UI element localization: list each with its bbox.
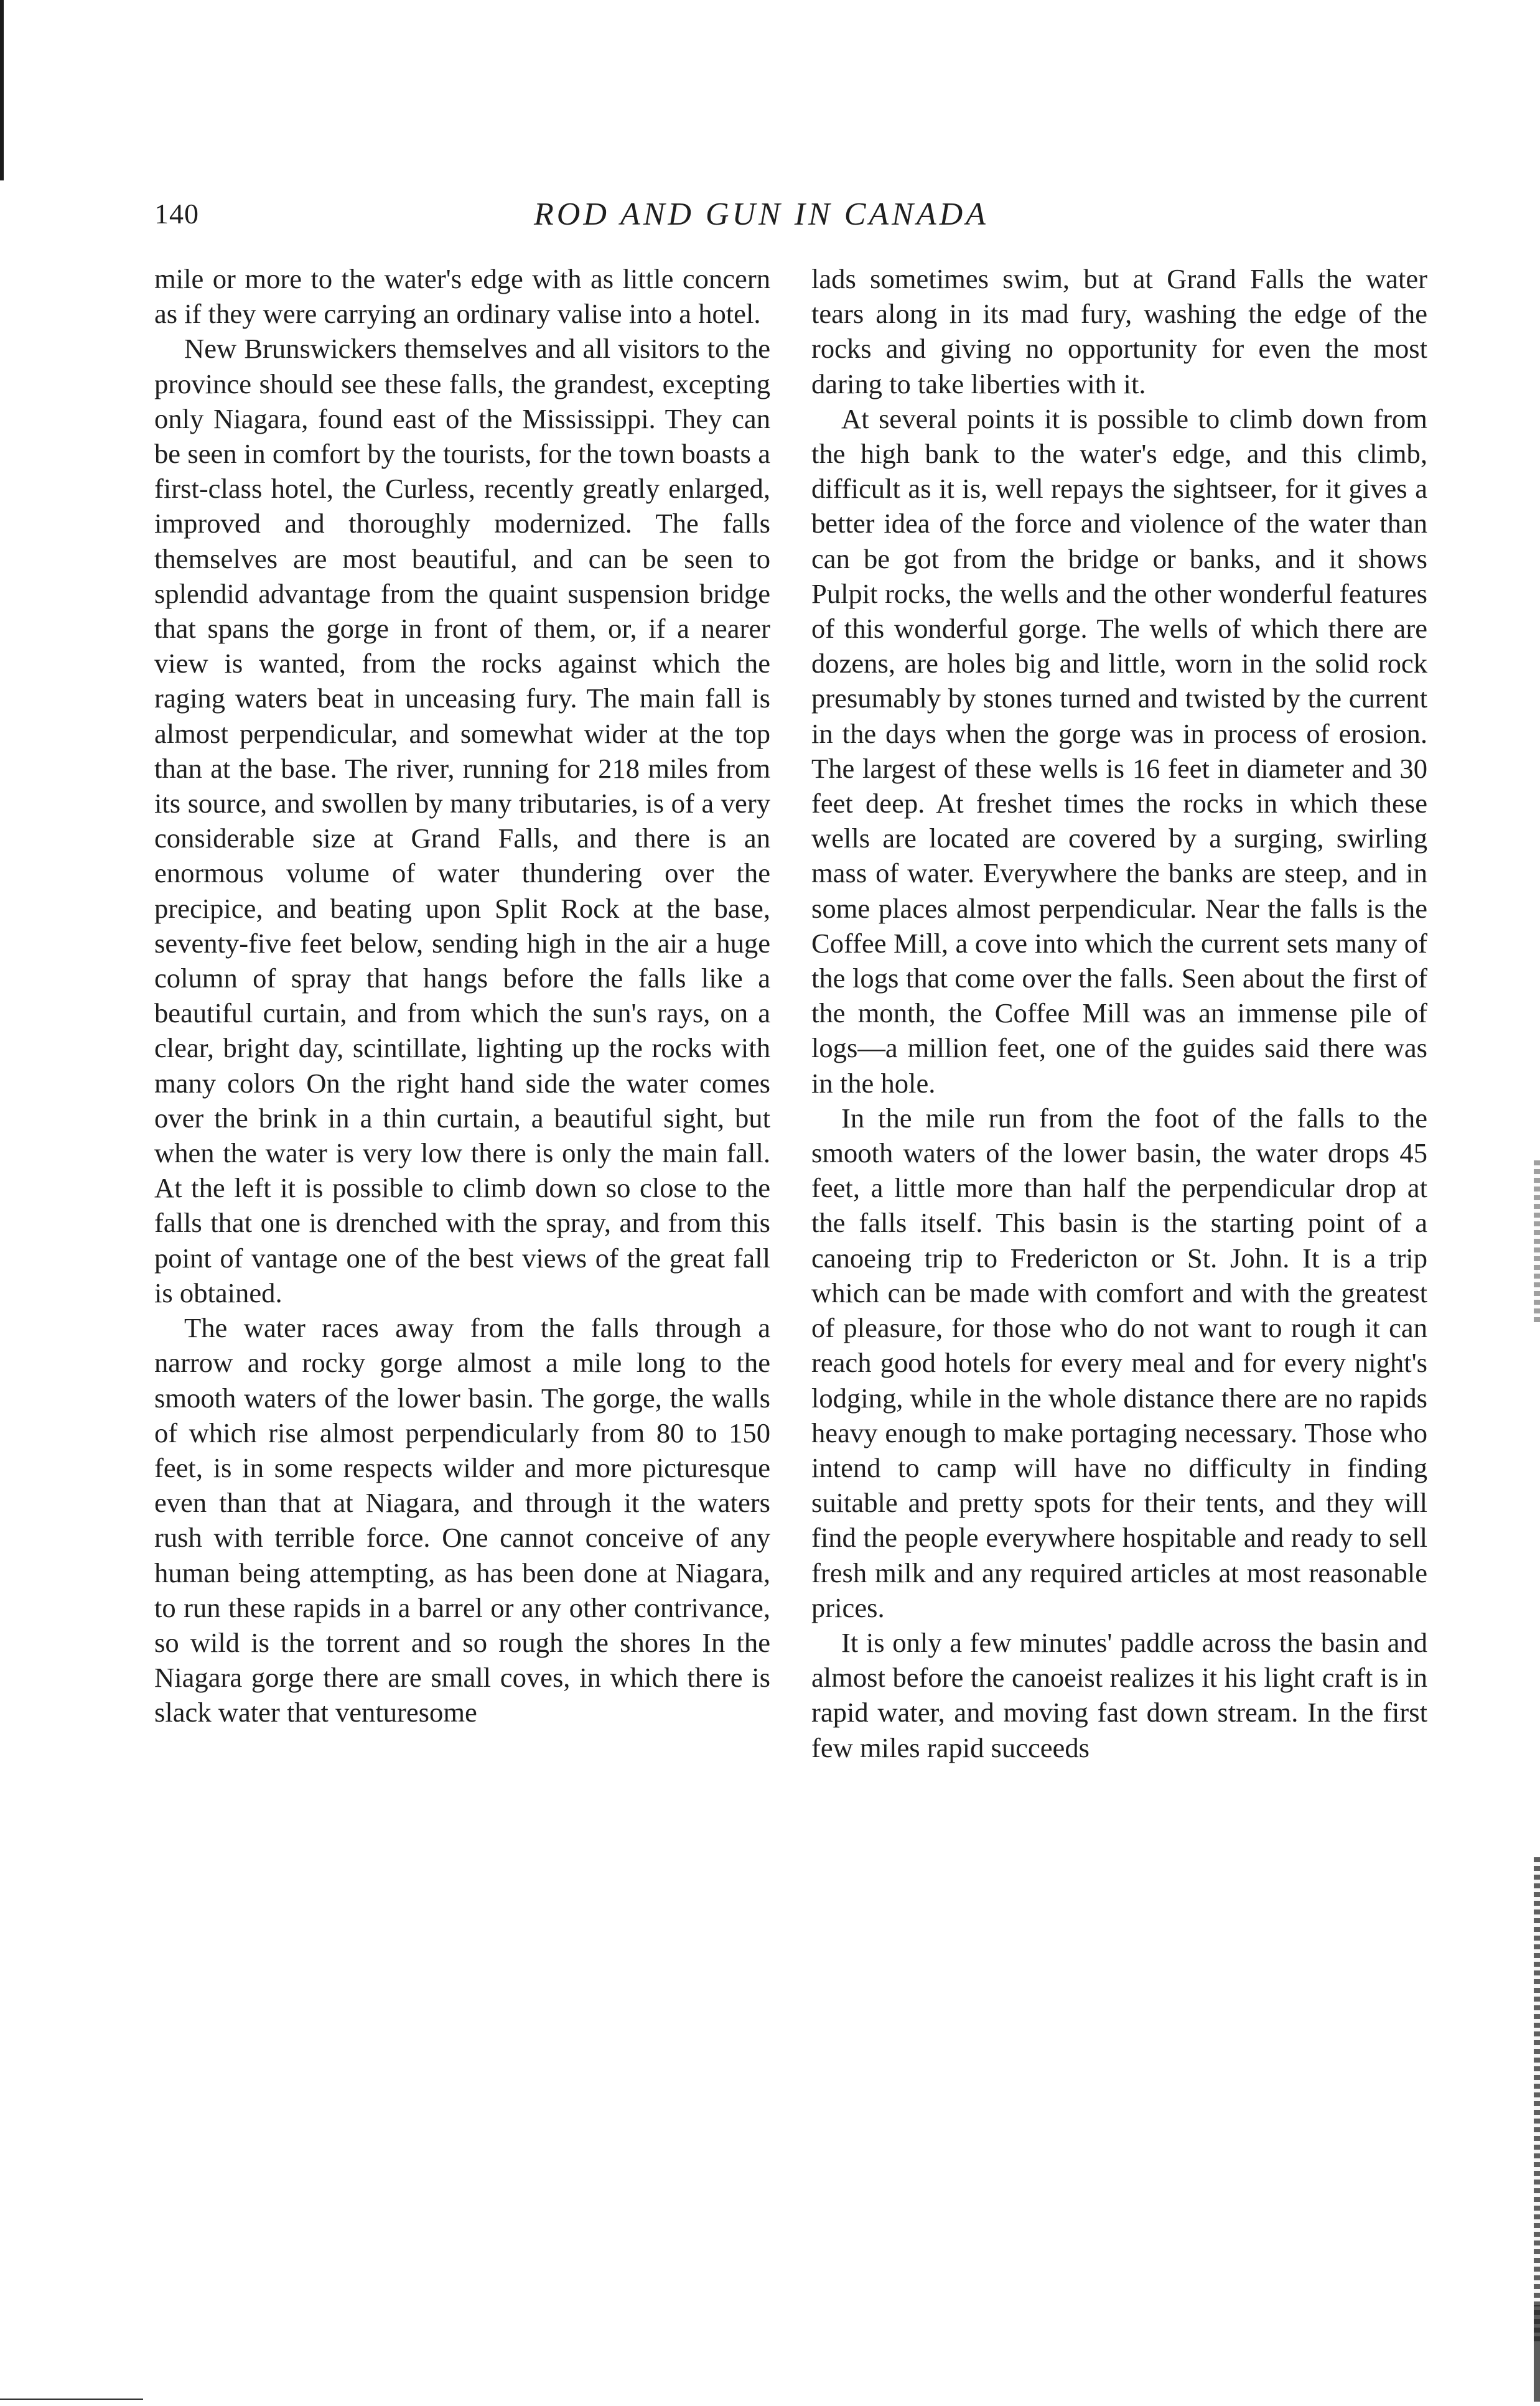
paragraph: mile or more to the water's edge with as little concern as if they were carrying an ordinary valise into a hotel.: [154, 263, 770, 330]
paragraph: lads sometimes swim, but at Grand Falls the water tears along in its mad fury, washing the edge of the rocks and giving no opportunity for even the most daring to take liberties with it.: [811, 263, 1427, 399]
running-header: [154, 196, 1436, 241]
right-text-column: [811, 261, 1427, 2339]
paragraph: The water races away from the falls through a narrow and rocky gorge almost a mile long to the smooth waters of the lower basin. The gorge, the walls of which rise almost perpendicularly from 80 to 150 feet, is in some respects wilder and more picturesque even than that at Niagara, and through it the waters rush with terrible force. One cannot conceive of any human being attempting, as has been done at Niagara, to run these rapids in a barrel or any other contrivance, so wild is the torrent and so rough the shores In the Niagara gorge there are small coves, in which there is slack water that venturesome: [154, 1312, 770, 1728]
left-text-column: [154, 261, 770, 2339]
left-edge-rule: [0, 0, 4, 180]
paragraph: It is only a few minutes' paddle across the basin and almost before the canoeist realizes it his light craft is in rapid water, and moving fast down stream. In the first few miles rapid succeeds: [811, 1626, 1427, 1763]
right-edge-marks: [1534, 2305, 1540, 2402]
journal-title: ROD AND GUN IN CANADA: [534, 197, 989, 232]
right-edge-marks: [1534, 1160, 1540, 1322]
right-edge-marks: [1534, 1857, 1540, 2343]
paragraph: New Brunswickers themselves and all visitors to the province should see these falls, the grandest, excepting only Niagara, found east of the Mississippi. They can be seen in comfort by the tourists, for the town boasts a first-class hotel, the Curless, recently greatly enlarged, improved and thoroughly modernized. The falls themselves are most beautiful, and can be seen to splendid advantage from the quaint suspension bridge that spans the gorge in front of them, or, if a nearer view is wanted, from the rocks against which the raging waters beat in unceasing fury. The main fall is almost perpendicular, and somewhat wider at the top than at the base. The river, running for 218 miles from its source, and swollen by many tributaries, is of a very considerable size at Grand Falls, and there is an enormous volume of water thundering over the precipice, and beating upon Split Rock at the base, seventy-five feet below, sending high in the air a huge column of spray that hangs before the falls like a beautiful curtain, and from which the sun's rays, on a clear, bright day, scintillate, lighting up the rocks with many colors On the right hand side the water comes over the brink in a thin curtain, a beautiful sight, but when the water is very low there is only the main fall. At the left it is possible to climb down so close to the falls that one is drenched with the spray, and from this point of vantage one of the best views of the great fall is obtained.: [154, 333, 770, 1308]
paragraph: At several points it is possible to climb down from the high bank to the water's edge, and this climb, difficult as it is, well repays the sightseer, for it gives a better idea of the force and violence of the water than can be got from the bridge or banks, and it shows Pulpit rocks, the wells and the other wonderful features of this wonderful gorge. The wells of which there are dozens, are holes big and little, worn in the solid rock presumably by stones turned and twisted by the current in the days when the gorge was in process of erosion. The largest of these wells is 16 feet in diameter and 30 feet deep. At freshet times the rocks in which these wells are located are covered by a surging, swirling mass of water. Everywhere the banks are steep, and in some places almost perpendicular. Near the falls is the Coffee Mill, a cove into which the current sets many of the logs that come over the falls. Seen about the first of the month, the Coffee Mill was an immense pile of logs—a million feet, one of the guides said there was in the hole.: [811, 403, 1427, 1099]
page-number: 140: [154, 198, 199, 230]
bottom-edge-rule: [0, 2399, 143, 2400]
paragraph: In the mile run from the foot of the falls to the smooth waters of the lower basin, the water drops 45 feet, a little more than half the perpendicular drop at the falls itself. This basin is the starting point of a canoeing trip to Fredericton or St. John. It is a trip which can be made with comfort and with the greatest of pleasure, for those who do not want to rough it can reach good hotels for every meal and for every night's lodging, while in the whole distance there are no rapids heavy enough to make portaging necessary. Those who intend to camp will have no difficulty in finding suitable and pretty spots for their tents, and they will find the people everywhere hospitable and ready to sell fresh milk and any required articles at most reasonable prices.: [811, 1102, 1427, 1623]
